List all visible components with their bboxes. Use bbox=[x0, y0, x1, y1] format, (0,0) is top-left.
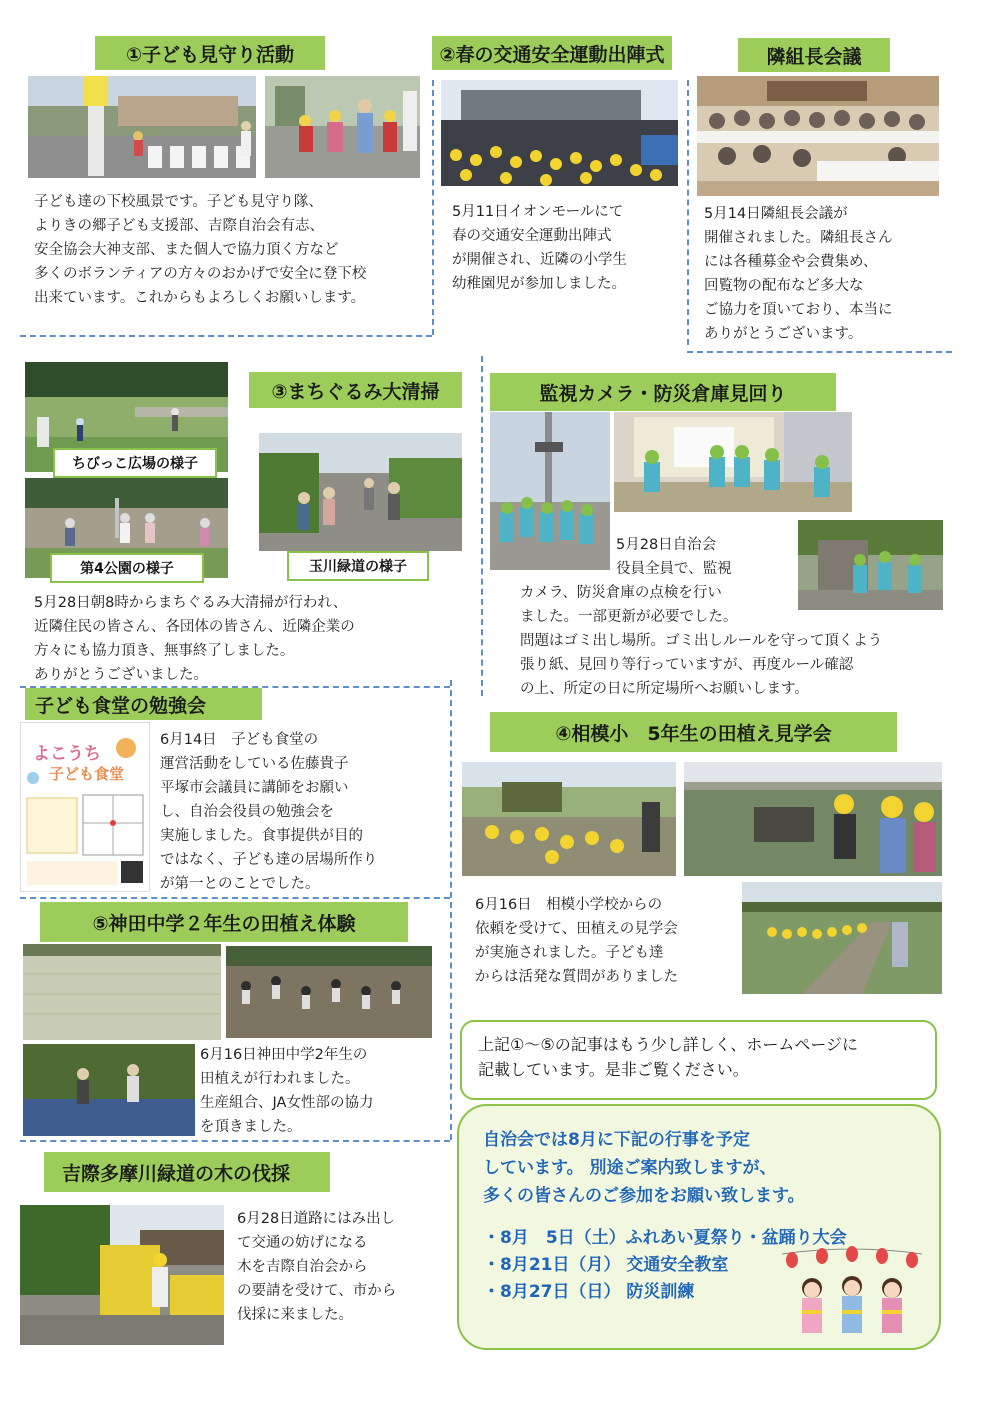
photo-crosswalk bbox=[28, 76, 256, 178]
flyer-logo-1: よこうち bbox=[33, 744, 101, 764]
tonarigumi-text: 5月14日隣組長会議が 開催されました。隣組長さん には各種募金や会費集め、 回覧物の配布など多大な ご協力を頂いており、本当に ありがとうございます。 bbox=[704, 206, 893, 342]
caption-dai4-koen: 第4公園の様子 bbox=[50, 553, 204, 583]
event-item: ・8月27日（日） 防災訓練 bbox=[483, 1282, 695, 1302]
divider bbox=[687, 80, 689, 345]
event-item: ・8月 5日（土）ふれあい夏祭り・盆踊り大会 bbox=[483, 1228, 847, 1248]
photo-tonarigumi-meeting bbox=[697, 76, 939, 196]
kanshi-text-a: 5月28日自治会 役員全員で、監視 bbox=[616, 537, 732, 577]
mimamori-text: 子ども達の下校風景です。子ども見守り隊、 よりきの郷子ども支援部、吉際自治会有志、 安全協会大神支部、また個人で協力頂く方など 多くのボランティアの方々のおかげで安全に登下校 出来ています。これからもよろしくお願いします。 bbox=[34, 194, 367, 306]
photo-children-walking bbox=[265, 76, 420, 178]
divider bbox=[450, 680, 452, 1140]
kanda-taue-text: 6月16日神田中学2年生の 田植えが行われました。 生産組合、JA女性部の協力 を頂きました。 bbox=[200, 1047, 374, 1135]
kodomo-shokudo-text: 6月14日 子ども食堂の 運営活動をしている佐藤貴子 平塚市会議員に講師をお願い し、自治会役員の勉強会を 実施しました。食事提供が目的 ではなく、子ども達の居場所作り が第一とのことでした。 bbox=[160, 732, 378, 892]
kanshi-text-b: カメラ、防災倉庫の点検を行い ました。一部更新が必要でした。 問題はゴミ出し場所。ゴミ出しルールを守って頂くよう 張り紙、見回り等行っていますが、再度ルール確認 の上、所定の日に所定場所へお願いします。 bbox=[520, 585, 883, 697]
photo-bassai bbox=[20, 1205, 224, 1345]
divider bbox=[481, 356, 483, 696]
caption-tamagawa: 玉川緑道の様子 bbox=[287, 551, 429, 581]
divider bbox=[20, 897, 450, 899]
photo-tamagawa-ryokudo bbox=[259, 433, 462, 551]
august-events-box bbox=[457, 1104, 941, 1350]
divider bbox=[687, 351, 952, 353]
photo-camera-pole bbox=[490, 412, 610, 570]
divider bbox=[20, 1140, 450, 1142]
photo-kanda-field bbox=[23, 944, 221, 1040]
bon-odori-illustration bbox=[777, 1246, 927, 1341]
august-events-intro: 自治会では8月に下記の行事を予定 しています。 別途ご案内致しますが、 多くの皆さんのご参加をお願い致します。 bbox=[483, 1130, 805, 1206]
homepage-notice-box bbox=[460, 1020, 937, 1100]
divider bbox=[432, 80, 434, 335]
photo-kanda-sheet bbox=[23, 1044, 195, 1136]
divider bbox=[20, 335, 432, 337]
section-title-tonarigumi: 隣組長会議 bbox=[738, 38, 890, 72]
homepage-notice-text: 上記①～⑤の記事はもう少し詳しく、ホームページに 記載しています。是非ご覧ください。 bbox=[478, 1035, 859, 1079]
kotsu-text: 5月11日イオンモールにて 春の交通安全運動出陣式 が開催され、近隣の小学生 幼稚園児が参加しました。 bbox=[452, 204, 627, 292]
section-title-kanshi-camera: 監視カメラ・防災倉庫見回り bbox=[490, 373, 836, 411]
section-title-daiseisou: ③まちぐるみ大清掃 bbox=[249, 372, 462, 408]
section-title-kanda-taue: ⑤神田中学２年生の田植え体験 bbox=[40, 902, 408, 942]
section-title-bassai: 吉際多摩川緑道の木の伐採 bbox=[44, 1152, 330, 1192]
daiseisou-text: 5月28日朝8時からまちぐるみ大清掃が行われ、 近隣住民の皆さん、各団体の皆さん、近隣企業の 方々にも協力頂き、無事終了しました。 ありがとうございました。 bbox=[34, 595, 355, 683]
photo-bousai-souko bbox=[614, 412, 852, 512]
photo-sagami-paddy bbox=[684, 762, 942, 876]
section-title-kodomo-shokudo: 子ども食堂の勉強会 bbox=[25, 688, 262, 720]
caption-chibikko: ちびっこ広場の様子 bbox=[53, 448, 217, 478]
section-title-kotsu: ②春の交通安全運動出陣式 bbox=[432, 36, 672, 70]
event-item: ・8月21日（月） 交通安全教室 bbox=[483, 1255, 729, 1275]
photo-sagami-children bbox=[462, 762, 676, 876]
sagami-taue-text: 6月16日 相模小学校からの 依頼を受けて、田植えの見学会 が実施されました。子ども達 からは活発な質問がありました bbox=[475, 897, 678, 985]
section-title-sagami-taue: ④相模小 5年生の田植え見学会 bbox=[490, 712, 897, 752]
photo-kotsu-crowd bbox=[441, 80, 678, 186]
kodomo-shokudo-flyer bbox=[20, 722, 150, 892]
bassai-text: 6月28日道路にはみ出し て交通の妨げになる 木を吉際自治会から の要請を受けて、市から 伐採に来ました。 bbox=[237, 1211, 397, 1323]
photo-kanda-planting bbox=[226, 946, 432, 1038]
section-title-mimamori: ①子ども見守り活動 bbox=[95, 36, 325, 70]
photo-sagami-line bbox=[742, 882, 942, 994]
flyer-logo-2: 子ども食堂 bbox=[49, 765, 125, 783]
